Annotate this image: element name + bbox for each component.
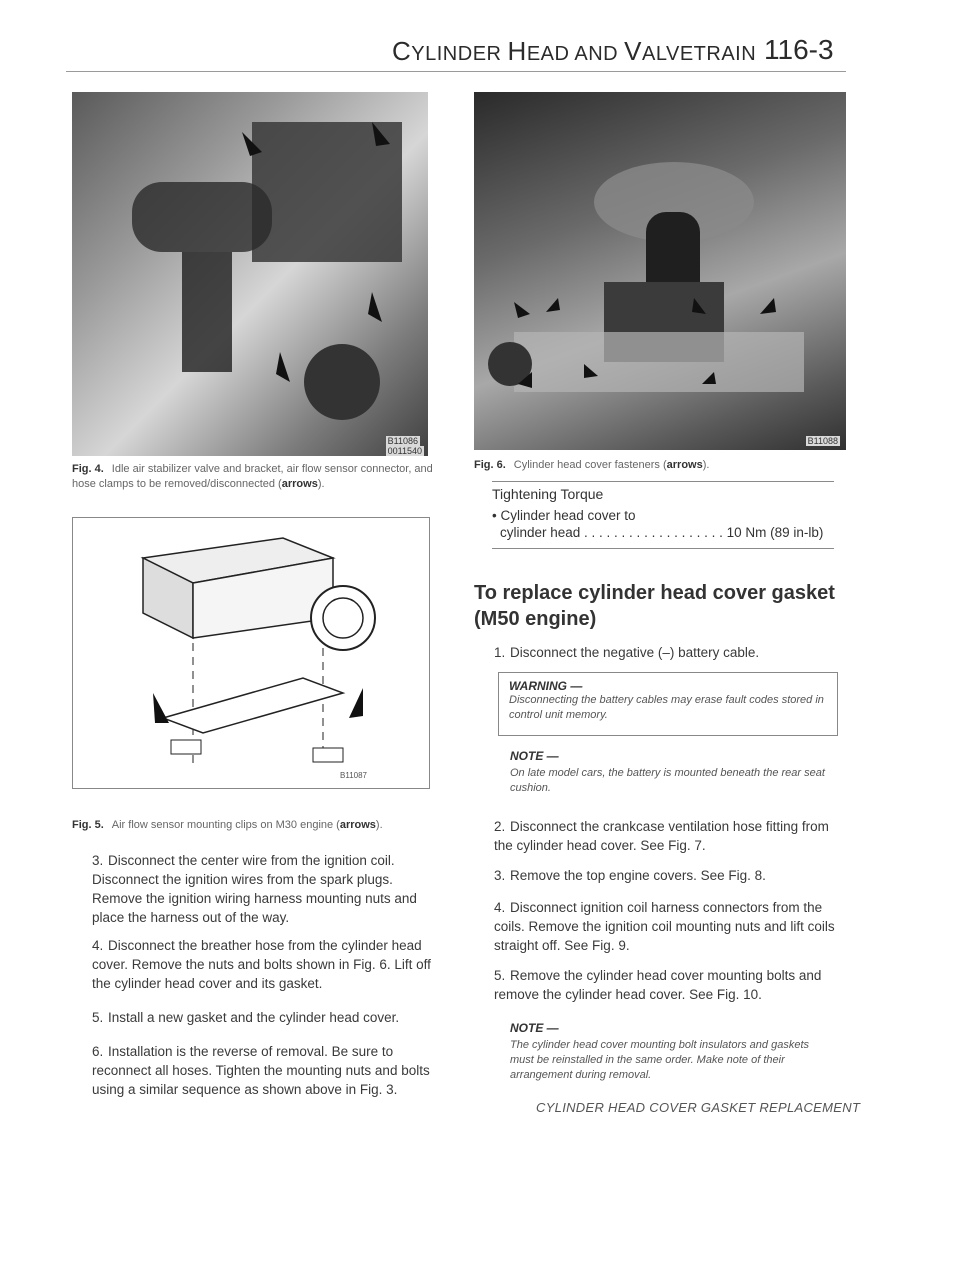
fig4-photo: [72, 92, 428, 456]
right-step-3: 3. Remove the top engine covers. See Fig. 8.: [494, 868, 766, 883]
section-footer-tag: CYLINDER HEAD COVER GASKET REPLACEMENT: [536, 1100, 861, 1115]
warning-box: [498, 672, 838, 736]
arrow-icon: [276, 352, 290, 382]
right-step-4: 4. Disconnect ignition coil harness connectors from the coils. Remove the ignition coil mounting nuts and lift coils straight off. See Fig. 9.: [494, 900, 835, 953]
fig6-caption: Fig. 6. Cylinder head cover fasteners (arrows).: [474, 459, 710, 471]
fig6-id: B11088: [807, 436, 838, 446]
oil-cap-shape: [304, 344, 380, 420]
left-step-5: 5. Install a new gasket and the cylinder head cover.: [92, 1010, 400, 1025]
fig4-engine-illustration: [72, 92, 428, 456]
running-header-title: CYLINDER HEAD AND VALVETRAIN: [392, 36, 757, 66]
fig6-engine-illustration: [474, 92, 846, 450]
section-heading: To replace cylinder head cover gasket (M50 engine): [474, 582, 835, 630]
fig5-caption: Fig. 5. Air flow sensor mounting clips on M30 engine (arrows).: [72, 819, 383, 831]
left-step-4: 4. Disconnect the breather hose from the cylinder head cover. Remove the nuts and bolts shown in Fig. 6. Lift off the cylinder head cover and its gasket.: [92, 938, 431, 991]
warning-title: WARNING —: [509, 679, 583, 693]
warning-body: Disconnecting the battery cables may erase fault codes stored in control unit memory.: [509, 694, 824, 721]
fig6-photo: [474, 92, 846, 450]
header-rule: [66, 71, 846, 72]
arrow-icon: [546, 298, 560, 312]
arrow-icon: [368, 292, 382, 322]
torque-rule-top: [492, 481, 834, 482]
torque-rule-bottom: [492, 548, 834, 549]
page-number: 116-3: [764, 34, 834, 65]
torque-line-1: • Cylinder head cover to: [492, 508, 636, 523]
note-2-body: The cylinder head cover mounting bolt insulators and gaskets must be reinstalled in the same order. Make note of their arrangement during removal.: [510, 1039, 810, 1081]
note-1-body: On late model cars, the battery is mounted beneath the rear seat cushion.: [510, 767, 825, 794]
torque-line-2: cylinder head . . . . . . . . . . . . . . . . . . . 10 Nm (89 in-lb): [500, 525, 824, 540]
sensor-ring-inner: [323, 598, 363, 638]
note-2-title: NOTE —: [510, 1021, 559, 1035]
left-step-6: 6. Installation is the reverse of removal. Be sure to reconnect all hoses. Tighten the mounting nuts and bolts using a similar sequence as shown above in Fig. 3.: [92, 1044, 430, 1097]
note-1-title: NOTE —: [510, 749, 559, 763]
right-step-2: 2. Disconnect the crankcase ventilation hose fitting from the cylinder head cover. See Fig. 7.: [494, 819, 829, 853]
fig5-drawing: [72, 517, 430, 789]
fig4-id-2: 0011540: [387, 446, 422, 456]
clip-shape: [171, 740, 201, 754]
fig5-air-flow-sensor-illustration: [73, 518, 429, 788]
right-step-5: 5. Remove the cylinder head cover mounting bolts and remove the cylinder head cover. See Fig. 10.: [494, 968, 822, 1002]
arrow-icon: [514, 302, 530, 318]
sensor-shape: [182, 252, 232, 372]
bracket-shape: [163, 678, 343, 733]
fig5-id: B11087: [340, 771, 367, 780]
head-cover-shape: [514, 332, 804, 392]
right-step-1: 1. Disconnect the negative (–) battery cable.: [494, 645, 760, 660]
torque-heading: Tightening Torque: [492, 486, 604, 502]
fig4-caption: Fig. 4. Idle air stabilizer valve and bracket, air flow sensor connector, and hose clamps to be removed/disconnected (arrows).: [72, 463, 433, 490]
intake-hose-shape: [132, 182, 272, 252]
left-step-3: 3. Disconnect the center wire from the ignition coil. Disconnect the ignition wires from the spark plugs. Remove the ignition wiring harness mounting nuts and place the harness out of the way.: [92, 853, 417, 925]
arrow-icon: [349, 688, 363, 718]
clip-shape: [313, 748, 343, 762]
arrow-icon: [760, 298, 776, 314]
fig4-id-1: B11086: [387, 436, 418, 446]
